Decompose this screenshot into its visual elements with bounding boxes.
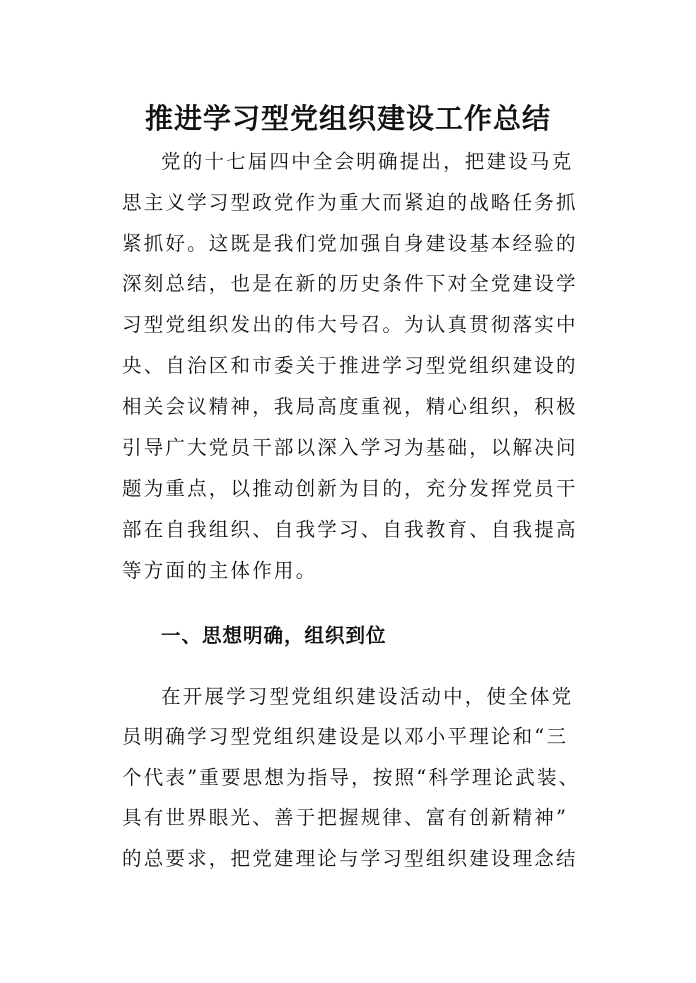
paragraph-2-line-1: 在开展学习型党组织建设活动中，使全体党 <box>161 685 574 708</box>
paragraph-2-line-2: 员明确学习型党组织建设是以邓小平理论和“三 <box>122 725 569 748</box>
paragraph-2-line-3: 个代表”重要思想为指导，按照“科学理论武装、 <box>122 766 581 789</box>
paragraph-1-line-9: 题为重点，以推动创新为目的，充分发挥党员干 <box>122 477 578 500</box>
paragraph-1-line-11: 等方面的主体作用。 <box>122 559 318 582</box>
paragraph-1-line-5: 习型党组织发出的伟大号召。为认真贯彻落实中 <box>122 313 578 336</box>
document-title: 推进学习型党组织建设工作总结 <box>144 102 551 135</box>
paragraph-1-line-1: 党的十七届四中全会明确提出，把建设马克 <box>161 150 574 173</box>
paragraph-2-line-4: 具有世界眼光、善于把握规律、富有创新精神” <box>122 806 569 829</box>
paragraph-1-line-3: 紧抓好。这既是我们党加强自身建设基本经验的 <box>122 232 578 255</box>
paragraph-1-line-10: 部在自我组织、自我学习、自我教育、自我提高 <box>122 518 578 541</box>
paragraph-1-line-2: 思主义学习型政党作为重大而紧迫的战略任务抓 <box>122 191 578 214</box>
paragraph-1-line-8: 引导广大党员干部以深入学习为基础，以解决问 <box>122 436 578 459</box>
paragraph-2-line-5: 的总要求，把党建理论与学习型组织建设理念结 <box>122 847 578 870</box>
paragraph-1-line-4: 深刻总结，也是在新的历史条件下对全党建设学 <box>122 272 578 295</box>
section-1-heading: 一、思想明确，组织到位 <box>161 624 387 647</box>
paragraph-1-line-6: 央、自治区和市委关于推进学习型党组织建设的 <box>122 354 578 377</box>
paragraph-1-line-7: 相关会议精神，我局高度重视，精心组织，积极 <box>122 395 578 418</box>
